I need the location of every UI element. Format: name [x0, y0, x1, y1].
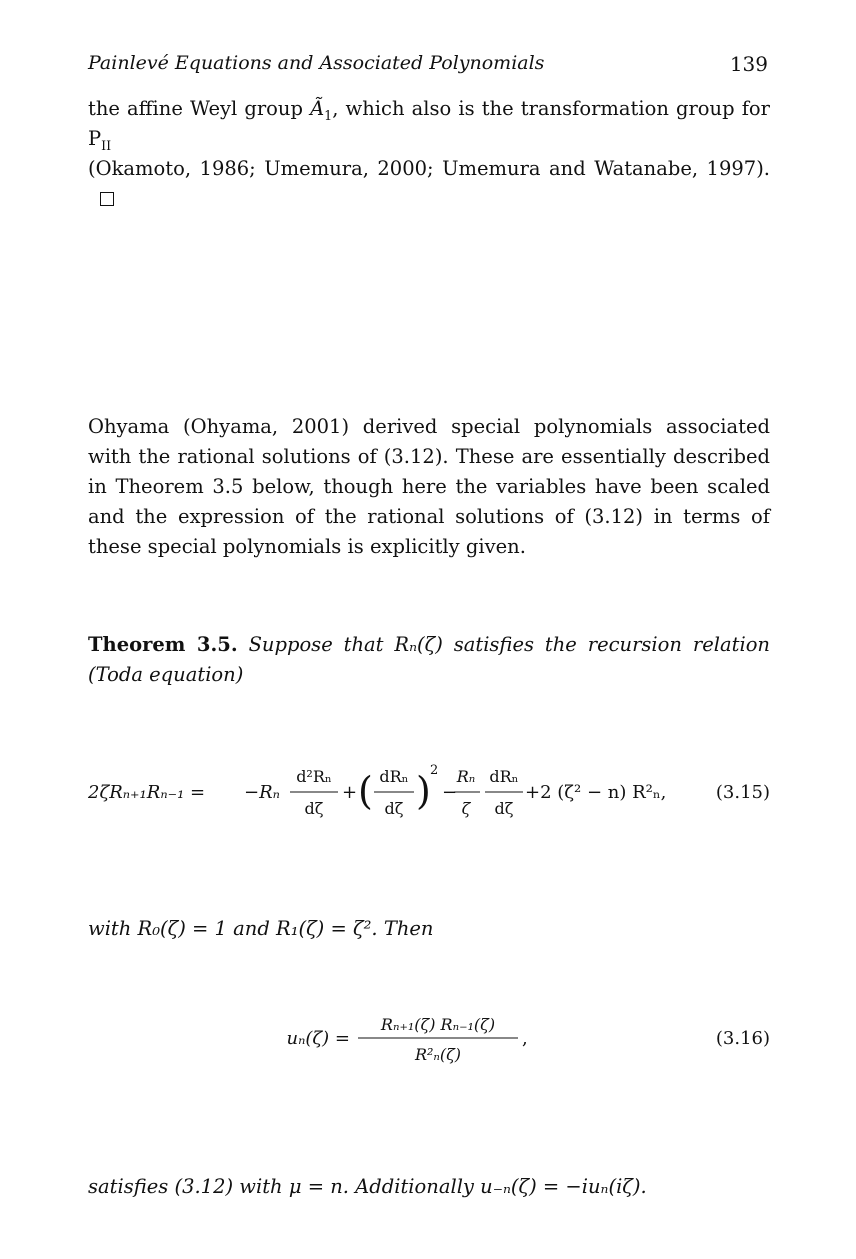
equation-3-15	[88, 748, 770, 838]
equation-3-16-svg	[88, 992, 770, 1082]
initial-conditions-line	[88, 914, 770, 944]
eq315-term3-num1: Rₙ	[456, 767, 476, 786]
running-header	[88, 52, 768, 82]
eq315-term1-den: dζ	[304, 799, 324, 818]
initial-conditions: with R₀(ζ) = 1 and R₁(ζ) = ζ². Then	[88, 917, 434, 940]
eq315-lhs: 2ζRₙ₊₁Rₙ₋₁ =	[88, 782, 206, 803]
theorem-label: Theorem 3.5.	[88, 633, 238, 656]
page-number: 139	[729, 52, 768, 76]
eq315-number: (3.15)	[715, 782, 770, 803]
conclusion-line	[88, 1172, 770, 1202]
intro-paragraph: Ohyama (Ohyama, 2001) derived special polynomials associated with the rational solutions of (3.12). These are essentially described in Theorem 3.5 below, though here the variables have been scaled and the expression of the rational solutions of (3.12) in terms of these special polynomials is explicitly given.	[88, 415, 770, 558]
eq315-term4: +2 (ζ² − n) R²ₙ,	[525, 782, 667, 803]
eq315-term1-num: d²Rₙ	[296, 767, 332, 786]
eq316-numerator: Rₙ₊₁(ζ) Rₙ₋₁(ζ)	[380, 1015, 496, 1034]
running-title: Painlevé Equations and Associated Polynomials	[88, 52, 545, 74]
equation-3-16	[88, 992, 770, 1082]
eq315-term3-num2: dRₙ	[489, 767, 519, 786]
equation-3-15-svg	[88, 748, 770, 838]
theorem-statement: Suppose that Rₙ(ζ) satisfies the recursion relation (Toda equation)	[88, 633, 770, 686]
proof-line2: (Okamoto, 1986; Umemura, 2000; Umemura and Watanabe, 1997).	[88, 157, 770, 180]
eq315-plus1: +	[342, 782, 358, 803]
eq315-minus: −	[442, 782, 458, 803]
eq315-term2-exp: 2	[430, 763, 439, 778]
group-symbol: Ã	[310, 97, 325, 120]
eq315-term3-den2: dζ	[494, 799, 514, 818]
group-subscript: 1	[324, 107, 333, 123]
eq316-trail: ,	[522, 1028, 528, 1049]
eq315-term2-num: dRₙ	[379, 767, 409, 786]
eq315-term2-den: dζ	[384, 799, 404, 818]
theorem-3-5	[88, 630, 770, 690]
eq316-lhs: uₙ(ζ) =	[286, 1028, 350, 1049]
proof-end-paragraph	[88, 94, 770, 214]
eq315-term1-prefix: −Rₙ	[244, 782, 280, 803]
eq315-lparen: (	[358, 769, 373, 813]
eq315-rparen: )	[416, 769, 431, 813]
eq316-denominator: R²ₙ(ζ)	[414, 1045, 462, 1064]
eq315-term3-den1: ζ	[461, 799, 471, 818]
proof-line1-prefix: the affine Weyl group	[88, 97, 311, 120]
pii-subscript: II	[101, 137, 112, 153]
conclusion: satisfies (3.12) with μ = n. Additionally u₋ₙ(ζ) = −iuₙ(iζ).	[88, 1175, 647, 1198]
eq316-number: (3.16)	[715, 1028, 770, 1049]
qed-box-icon	[100, 192, 114, 206]
proof-line1-suffix: , which also is the transformation group for P	[88, 97, 770, 150]
